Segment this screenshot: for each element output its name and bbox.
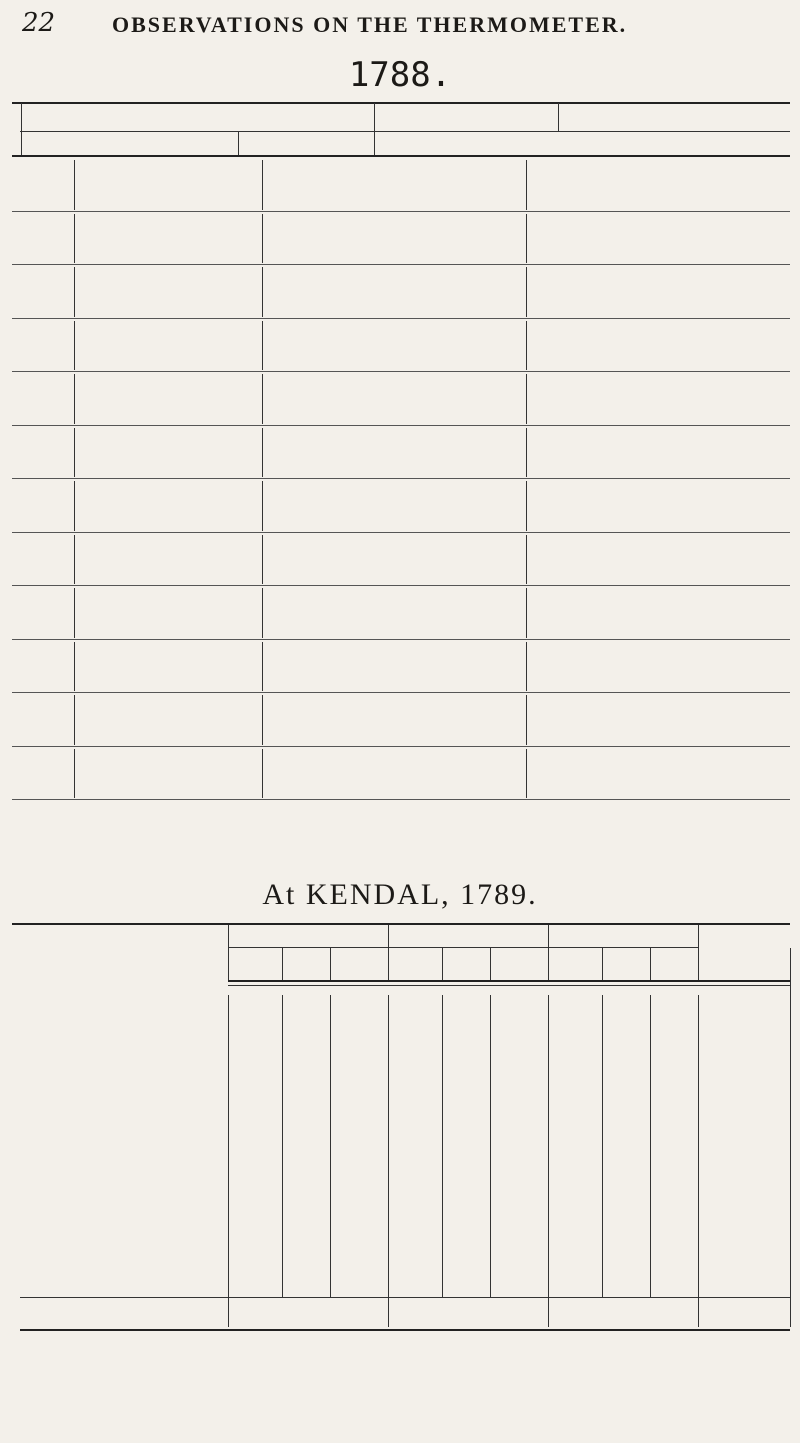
rule <box>228 995 229 1297</box>
rule <box>20 1329 790 1331</box>
rule <box>228 947 698 948</box>
rule <box>228 925 229 980</box>
rule <box>388 1297 389 1327</box>
rule <box>602 995 603 1297</box>
rule <box>282 995 283 1297</box>
rule <box>490 948 491 980</box>
rule <box>388 995 389 1297</box>
rule <box>602 948 603 980</box>
page-number: 22 <box>22 8 56 38</box>
rule <box>790 948 791 1327</box>
rule <box>490 995 491 1297</box>
rule <box>228 1297 229 1327</box>
rule <box>228 980 790 982</box>
rule <box>548 925 549 980</box>
rule <box>12 923 790 925</box>
rule <box>330 948 331 980</box>
rule <box>650 995 651 1297</box>
rule <box>388 925 389 980</box>
table2-title: At KENDAL, 1789. <box>262 878 538 911</box>
rule <box>282 948 283 980</box>
rule <box>442 948 443 980</box>
table1-year: 1788. <box>348 55 452 95</box>
rule <box>442 995 443 1297</box>
rule <box>548 1297 549 1327</box>
rule <box>650 948 651 980</box>
running-title: OBSERVATIONS ON THE THERMOMETER. <box>112 12 628 37</box>
rule <box>548 995 549 1297</box>
rule <box>228 985 790 986</box>
rule <box>698 1297 699 1327</box>
rule <box>20 1297 790 1298</box>
rule <box>330 995 331 1297</box>
rule <box>698 995 699 1297</box>
rule <box>698 925 699 980</box>
